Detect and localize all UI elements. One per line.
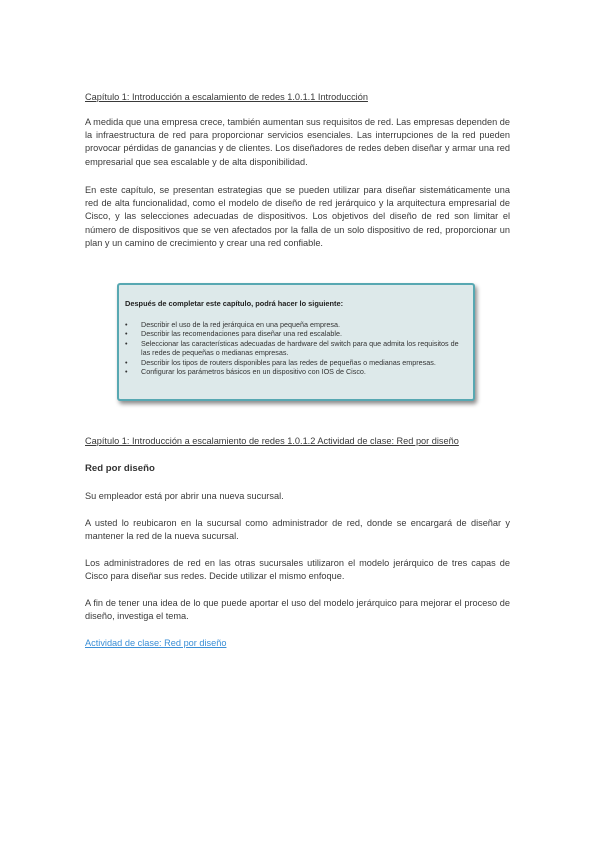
- activity-paragraph-3: Los administradores de red en las otras sucursales utilizaron el modelo jerárquico de tres capas de Cisco para diseñar sus redes. Decide utilizar el mismo enfoque.: [85, 558, 510, 582]
- activity-link[interactable]: Actividad de clase: Red por diseño: [85, 638, 227, 648]
- section-heading-introduccion: Capítulo 1: Introducción a escalamiento de redes 1.0.1.1 Introducción: [85, 92, 368, 102]
- section-heading-actividad: Capítulo 1: Introducción a escalamiento de redes 1.0.1.2 Actividad de clase: Red por diseño: [85, 436, 459, 446]
- activity-paragraph-2: A usted lo reubicaron en la sucursal como administrador de red, donde se encargará de diseñar y mantener la red de la nueva sucursal.: [85, 518, 510, 542]
- objective-item: • Describir el uso de la red jerárquica en una pequeña empresa.: [125, 320, 465, 329]
- activity-paragraph-1: Su empleador está por abrir una nueva sucursal.: [85, 491, 284, 501]
- activity-subtitle: Red por diseño: [85, 463, 155, 474]
- objective-item: • Seleccionar las características adecuadas de hardware del switch para que admita los requisitos de las redes de pequeñas o medianas empresas.: [125, 339, 465, 358]
- intro-paragraph-2: En este capítulo, se presentan estrategias que se pueden utilizar para diseñar sistemáticamente una red de alta funcionalidad, como el modelo de diseño de red jerárquico y la arquitectura empresarial de Cisco, y las selecciones adecuadas de dispositivos. Los objetivos del diseño de red son limitar el número de dispositivos que se ven afectados por la falla de un solo dispositivo de red, proporcionar un plan y un camino de crecimiento y crear una red confiable.: [85, 185, 510, 248]
- objective-item: • Configurar los parámetros básicos en un dispositivo con IOS de Cisco.: [125, 367, 465, 376]
- callout-title: Después de completar este capítulo, podrá hacer lo siguiente:: [125, 299, 344, 308]
- objective-item: • Describir las recomendaciones para diseñar una red escalable.: [125, 329, 465, 338]
- intro-paragraph-1: A medida que una empresa crece, también aumentan sus requisitos de red. Las empresas dependen de la infraestructura de red para proporcionar servicios esenciales. Las interrupciones de la red pueden provocar pérdidas de ganancias y de clientes. Los diseñadores de redes deben diseñar y armar una red empresarial que sea escalable y de alta disponibilidad.: [85, 117, 510, 167]
- objectives-list: [125, 320, 465, 376]
- objectives-callout-box: [117, 283, 475, 401]
- activity-paragraph-4: A fin de tener una idea de lo que puede aportar el uso del modelo jerárquico para mejorar el proceso de diseño, investiga el tema.: [85, 598, 510, 622]
- objective-item: • Describir los tipos de routers disponibles para las redes de pequeñas o medianas empresas.: [125, 358, 465, 367]
